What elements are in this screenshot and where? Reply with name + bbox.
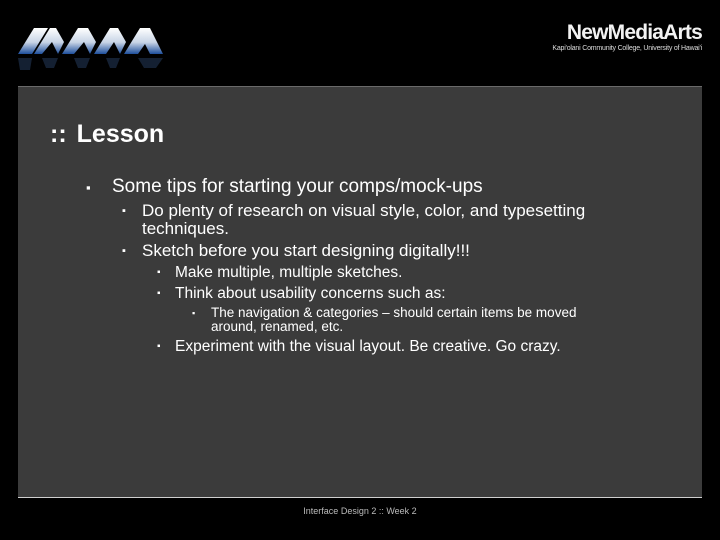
bullet-marker-icon: ▪: [86, 180, 91, 195]
footer-divider: [18, 497, 702, 498]
slide-heading: [50, 119, 164, 149]
bullet-text: Sketch before you start designing digitally!!!: [142, 241, 470, 260]
bullet-level3: [157, 285, 657, 303]
bullet-text: Think about usability concerns such as:: [175, 285, 446, 302]
bullet-text: The navigation & categories – should certain items be moved around, renamed, etc.: [211, 305, 577, 334]
footer-text: Interface Design 2 :: Week 2: [303, 506, 417, 516]
bullet-text: Some tips for starting your comps/mock-ups: [112, 176, 483, 197]
bullet-marker-icon: ▪: [122, 205, 126, 217]
bullet-level3: [157, 338, 657, 356]
bullet-level2: [122, 242, 592, 260]
bullet-marker-icon: ▪: [157, 341, 161, 352]
bullet-marker-icon: ▪: [157, 267, 161, 278]
heading-title: Lesson: [76, 120, 165, 148]
heading-marker: ::: [50, 120, 67, 148]
brand-logo: [552, 22, 702, 53]
bullet-marker-icon: ▪: [192, 308, 196, 318]
bullet-level4: [192, 306, 612, 334]
bullet-level3: [157, 264, 657, 282]
bullet-marker-icon: ▪: [157, 288, 161, 299]
bullet-marker-icon: ▪: [122, 245, 126, 257]
brand-name: NewMediaArts: [566, 21, 702, 44]
nma-logo-icon: [18, 22, 163, 72]
bullet-text: Experiment with the visual layout. Be creative. Go crazy.: [175, 338, 561, 355]
bullet-text: Do plenty of research on visual style, color, and typesetting techniques.: [142, 201, 586, 238]
brand-subtitle: Kapi'olani Community College, University of Hawai'i: [552, 45, 702, 52]
bullet-level2: [122, 202, 592, 238]
bullet-level1: [86, 177, 483, 196]
bullet-text: Make multiple, multiple sketches.: [175, 264, 403, 281]
